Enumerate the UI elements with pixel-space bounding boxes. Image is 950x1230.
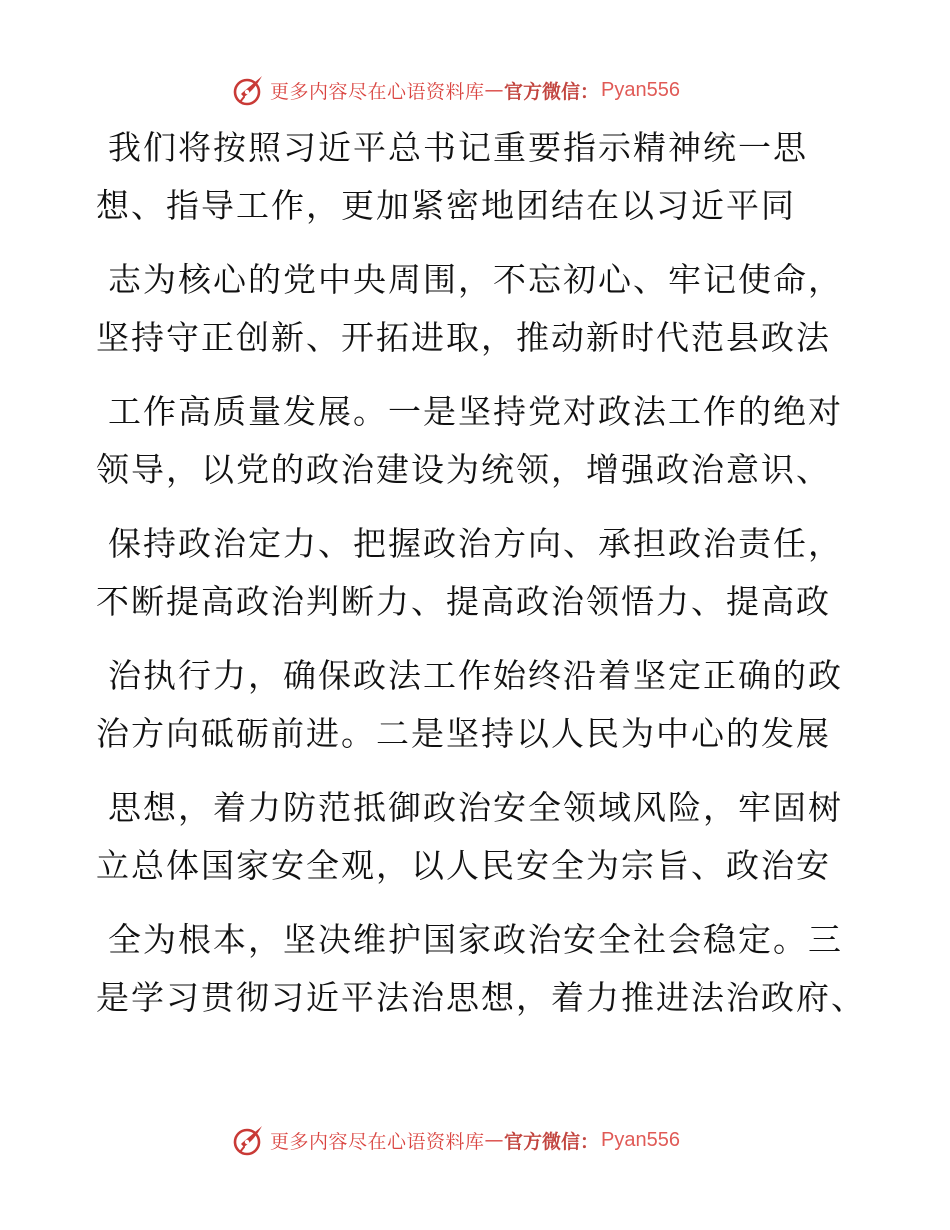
text-line: 工作高质量发展。一是坚持党对政法工作的绝对 <box>108 392 843 431</box>
text-line: 治执行力，确保政法工作始终沿着坚定正确的政 <box>108 656 843 695</box>
text-line: 不断提高政治判断力、提高政治领悟力、提高政 <box>96 582 831 621</box>
text-line: 是学习贯彻习近平法治思想，着力推进法治政府、 <box>96 978 866 1017</box>
header-banner <box>232 72 680 108</box>
banner-wechat-label: 官方微信： <box>504 80 600 103</box>
text-line: 想、指导工作，更加紧密地团结在以习近平同 <box>96 186 796 225</box>
banner-wechat-id: Pyan556 <box>601 1128 680 1151</box>
banner-site-text: 更多内容尽在心语资料库 <box>270 1130 485 1153</box>
banner-wechat-id: Pyan556 <box>601 78 680 101</box>
text-line: 志为核心的党中央周围，不忘初心、牢记使命， <box>108 260 843 299</box>
footer-banner <box>232 1122 680 1158</box>
text-line: 思想，着力防范抵御政治安全领域风险，牢固树 <box>108 788 843 827</box>
text-line: 领导，以党的政治建设为统领，增强政治意识、 <box>96 450 831 489</box>
text-line: 坚持守正创新、开拓进取，推动新时代范县政法 <box>96 318 831 357</box>
banner-site-text: 更多内容尽在心语资料库 <box>270 80 485 103</box>
text-line: 治方向砥砺前进。二是坚持以人民为中心的发展 <box>96 714 831 753</box>
banner-separator: — <box>484 1129 505 1151</box>
text-line: 全为根本，坚决维护国家政治安全社会稳定。三 <box>108 920 843 959</box>
banner-wechat-label: 官方微信： <box>504 1130 600 1153</box>
quill-pen-logo-icon <box>232 73 266 107</box>
banner-separator: — <box>484 79 505 101</box>
text-line: 立总体国家安全观，以人民安全为宗旨、政治安 <box>96 846 831 885</box>
text-line: 保持政治定力、把握政治方向、承担政治责任， <box>108 524 843 563</box>
quill-pen-logo-icon <box>232 1123 266 1157</box>
text-line: 我们将按照习近平总书记重要指示精神统一思 <box>108 128 808 167</box>
